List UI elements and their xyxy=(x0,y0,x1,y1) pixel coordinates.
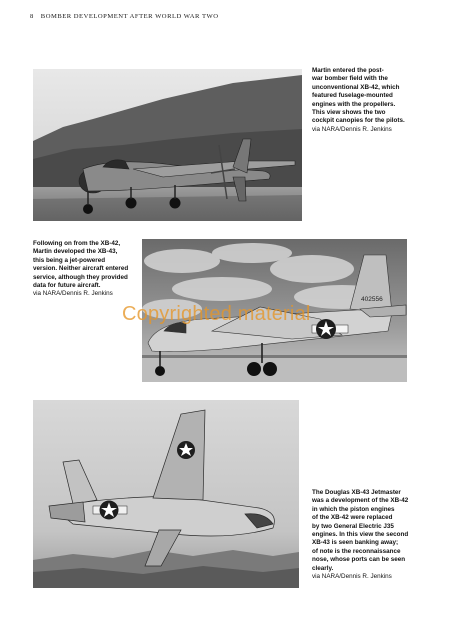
caption-line: engines with the propellers. xyxy=(312,100,396,108)
photo-xb42 xyxy=(33,69,302,221)
caption-line: was a development of the XB-42 xyxy=(312,497,409,505)
caption-line: version. Neither aircraft entered xyxy=(33,265,129,273)
caption-line: Martin entered the post- xyxy=(312,67,384,74)
photo-credit: via NARA/Dennis R. Jenkins xyxy=(312,125,392,133)
caption-line: this being a jet-powered xyxy=(33,256,106,264)
caption-line: Following on from the XB-42, xyxy=(33,240,121,247)
caption-line: clearly. xyxy=(312,564,334,572)
caption-line: service, although they provided xyxy=(33,273,128,281)
caption-xb42 xyxy=(312,67,422,134)
caption-line: cockpit canopies for the pilots. xyxy=(312,117,405,125)
photo-credit: via NARA/Dennis R. Jenkins xyxy=(33,290,113,298)
caption-xb43 xyxy=(33,240,143,299)
running-head xyxy=(30,13,218,20)
wing-insignia-icon xyxy=(177,441,195,459)
caption-line: engines. In this view the second xyxy=(312,531,409,539)
photo-credit: via NARA/Dennis R. Jenkins xyxy=(312,573,392,581)
caption-line: This view shows the two xyxy=(312,109,386,117)
caption-line: Martin developed the XB-43, xyxy=(33,248,118,256)
caption-line: in which the piston engines xyxy=(312,505,395,513)
caption-line: by two General Electric J35 xyxy=(312,522,394,530)
caption-xb43-flight xyxy=(312,489,422,581)
caption-line: unconventional XB-42, which xyxy=(312,83,400,91)
caption-line: of note is the reconnaissance xyxy=(312,547,401,555)
caption-line: nose, whose ports can be seen xyxy=(312,556,406,564)
caption-line: XB-43 is seen banking away; xyxy=(312,539,399,547)
tail-marking: 402556 xyxy=(361,296,383,303)
running-head-title: BOMBER DEVELOPMENT AFTER WORLD WAR TWO xyxy=(40,13,219,20)
page-number: 8 xyxy=(30,13,34,20)
caption-line: The Douglas XB-43 Jetmaster xyxy=(312,489,401,496)
watermark: Copyrighted material xyxy=(122,303,311,325)
caption-line: of the XB-42 were replaced xyxy=(312,514,393,522)
caption-line: featured fuselage-mounted xyxy=(312,92,393,100)
caption-line: war bomber field with the xyxy=(312,75,388,83)
caption-line: data for future aircraft. xyxy=(33,282,101,290)
photo-xb43-flight xyxy=(33,400,299,588)
